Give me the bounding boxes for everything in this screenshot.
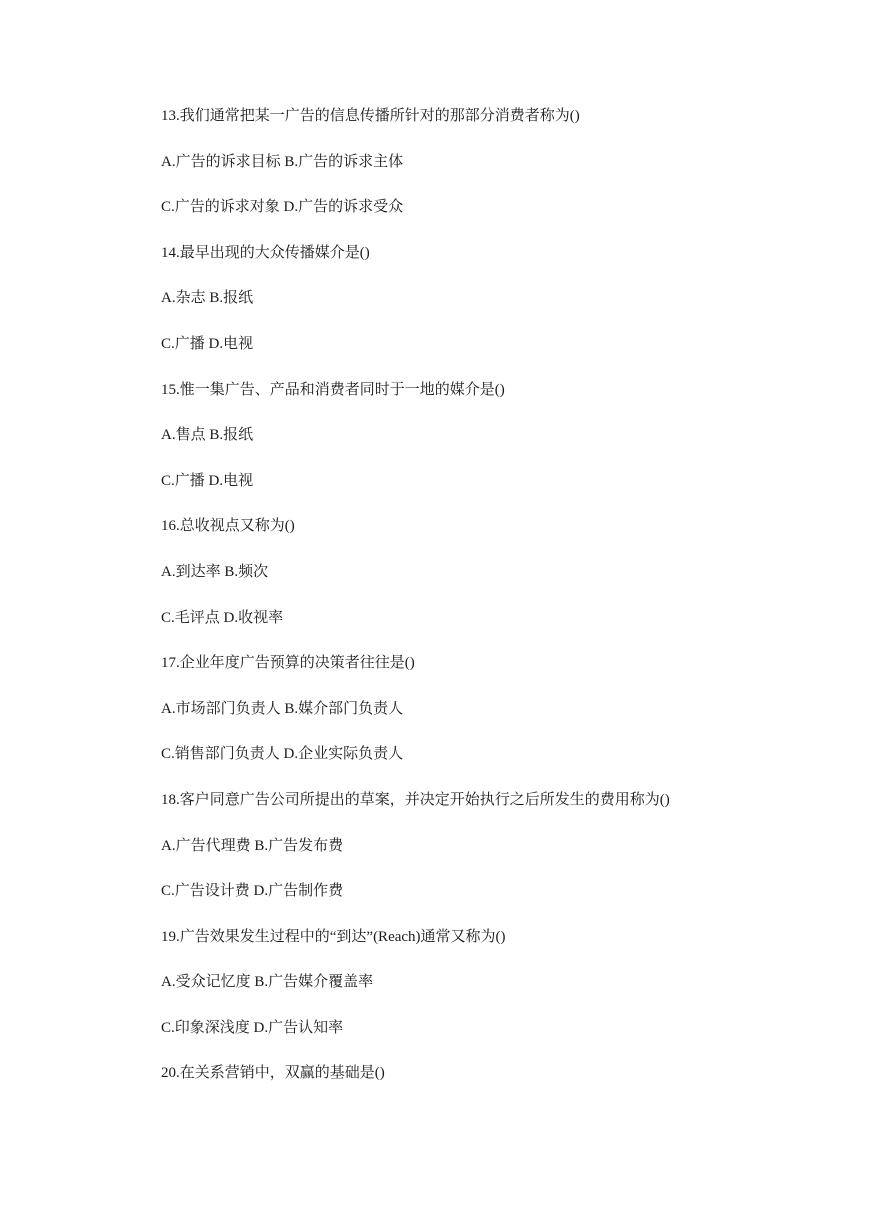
question-17: 17.企业年度广告预算的决策者往往是() <box>161 655 415 672</box>
question-16: 16.总收视点又称为() <box>161 518 295 535</box>
question-15-options-cd: C.广播 D.电视 <box>161 472 254 489</box>
question-18: 18.客户同意广告公司所提出的草案，并决定开始执行之后所发生的费用称为() <box>161 791 670 808</box>
question-14-options-cd: C.广播 D.电视 <box>161 335 254 352</box>
question-list <box>161 104 670 1107</box>
question-15: 15.惟一集广告、产品和消费者同时于一地的媒介是() <box>161 381 505 398</box>
question-13-options-ab: A.广告的诉求目标 B.广告的诉求主体 <box>161 153 404 170</box>
question-18-options-cd: C.广告设计费 D.广告制作费 <box>161 883 344 900</box>
question-16-options-ab: A.到达率 B.频次 <box>161 563 269 580</box>
question-14: 14.最早出现的大众传播媒介是() <box>161 244 370 261</box>
question-16-options-cd: C.毛评点 D.收视率 <box>161 609 284 626</box>
question-17-options-ab: A.市场部门负责人 B.媒介部门负责人 <box>161 700 404 717</box>
question-18-options-ab: A.广告代理费 B.广告发布费 <box>161 837 344 854</box>
question-19-options-cd: C.印象深浅度 D.广告认知率 <box>161 1019 344 1036</box>
question-19: 19.广告效果发生过程中的“到达”(Reach)通常又称为() <box>161 928 506 945</box>
question-17-options-cd: C.销售部门负责人 D.企业实际负责人 <box>161 746 404 763</box>
question-20: 20.在关系营销中，双赢的基础是() <box>161 1065 385 1082</box>
question-13: 13.我们通常把某一广告的信息传播所针对的那部分消费者称为() <box>161 108 580 124</box>
question-15-options-ab: A.售点 B.报纸 <box>161 427 254 444</box>
question-13-options-cd: C.广告的诉求对象 D.广告的诉求受众 <box>161 199 404 216</box>
question-19-options-ab: A.受众记忆度 B.广告媒介覆盖率 <box>161 974 374 991</box>
question-14-options-ab: A.杂志 B.报纸 <box>161 290 254 307</box>
